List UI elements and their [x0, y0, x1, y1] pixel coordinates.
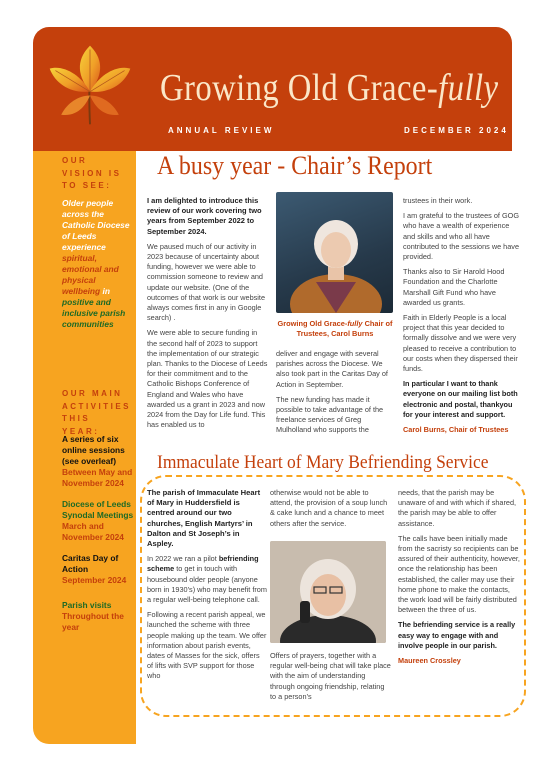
chair-report-heading: A busy year - Chair’s Report [157, 151, 433, 180]
befriending-column-1: The parish of Immaculate Heart of Mary in Huddersfield is centred around our two churches, English Martyrs’ in Dalton and St Joseph’s in Aspley. In 2022 we ran a pilot befriending scheme to get in touch with housebound older people (anyone born in 1930’s) who may benefit from a regular well-being telephone call. Following a recent parish appeal, we launched the scheme with three people making up the team. We offer information about parish events, dates of Masses for the sick, offers of lifts with SVP support for those who [147, 488, 267, 681]
annual-review-label: ANNUAL REVIEW [168, 126, 275, 135]
chair-column-3: trustees in their work. I am grateful to the trustees of GOG who have a wealth of experience and skills and who all have contributed to the sessions we have provided. Thanks also to Sir Harold Hood Foundation and the Charlotte Marshall Gift Fund who have awarded us grants. Faith in Elderly People is a local project that this year decided to formally dissolve and we were very pleased to receive a contribution to our costs when they dispersed their funds. In particular I want to thank everyone on our mailing list both electronic and postal, thankyou for your interest and support. Carol Burns, Chair of Trustees [403, 196, 523, 440]
chair-signature: Carol Burns, Chair of Trustees [403, 425, 509, 435]
befriending-heading: Immaculate Heart of Mary Befriending Service [157, 452, 489, 473]
vision-statement: Older people across the Catholic Diocese of Leeds experience spiritual, emotional and physical wellbeing in positive and inclusive parish communities [62, 198, 130, 329]
befriender-photo [270, 541, 386, 643]
activity-item: A series of six online sessions (see overleaf) Between May and November 2024 [62, 434, 133, 488]
page-title: Growing Old Grace-fully [160, 67, 499, 109]
activities-heading: OUR MAIN ACTIVITIES THIS YEAR: [62, 389, 132, 436]
befriending-column-3: needs, that the parish may be unaware of and with which if shared, the parish may be able to offer assistance. The calls have been initially made from the sacristy so recipients can be assured of their authenticity, however, once the relationship has been established, the caller may use their home phone to make the contacts, the work load will be fairly distributed between the three of us. The befriending service is a really easy way to engage with and involve people in our parish. Maureen Crossley [398, 488, 520, 666]
activity-item: Caritas Day of Action September 2024 [62, 553, 127, 585]
activity-item: Diocese of Leeds Synodal Meetings March and November 2024 [62, 499, 134, 542]
vision-heading: OUR VISION IS TO SEE: [62, 156, 122, 190]
chair-photo [276, 192, 393, 313]
befriending-column-2-bottom: Offers of prayers, together with a regular well-being chat will take place with the aim of understanding through ongoing friendship, relating to a person’s [270, 651, 391, 701]
chair-photo-caption: Growing Old Grace-fully Chair of Trustees, Carol Burns [277, 319, 393, 338]
befriending-column-2-top: otherwise would not be able to attend, the provision of a soup lunch & cake lunch and a chance to meet others after the service. [270, 488, 388, 528]
activity-item: Parish visits Throughout the year [62, 600, 124, 632]
befriending-signature: Maureen Crossley [398, 656, 461, 666]
chair-column-1: I am delighted to introduce this review of our work covering two years from September 2022 to September 2024. We paused much of our activity in 2023 because of uncertainty about funding, however we were able to commission someone to review and update our website. (One of the outcomes of that work is our website always comes first in any in Google search) . We were able to secure funding in the second half of 2023 to support the implementation of our strategic plan. Thanks to the Diocese of Leeds for their commitment and to the Catholic Bishops Conference of England and Wales who have awarded us a grant in 2023 and now 2024 from the Day for Life fund. This has enabled us to [147, 196, 268, 430]
chair-column-2: deliver and engage with several parishes across the Diocese. We also took part in the Caritas Day of Action in September. The new funding has made it possible to take advantage of the freelance services of Greg Mulholland who supports the [276, 349, 388, 435]
issue-date: DECEMBER 2024 [404, 126, 509, 135]
autumn-leaf-icon [42, 36, 138, 132]
